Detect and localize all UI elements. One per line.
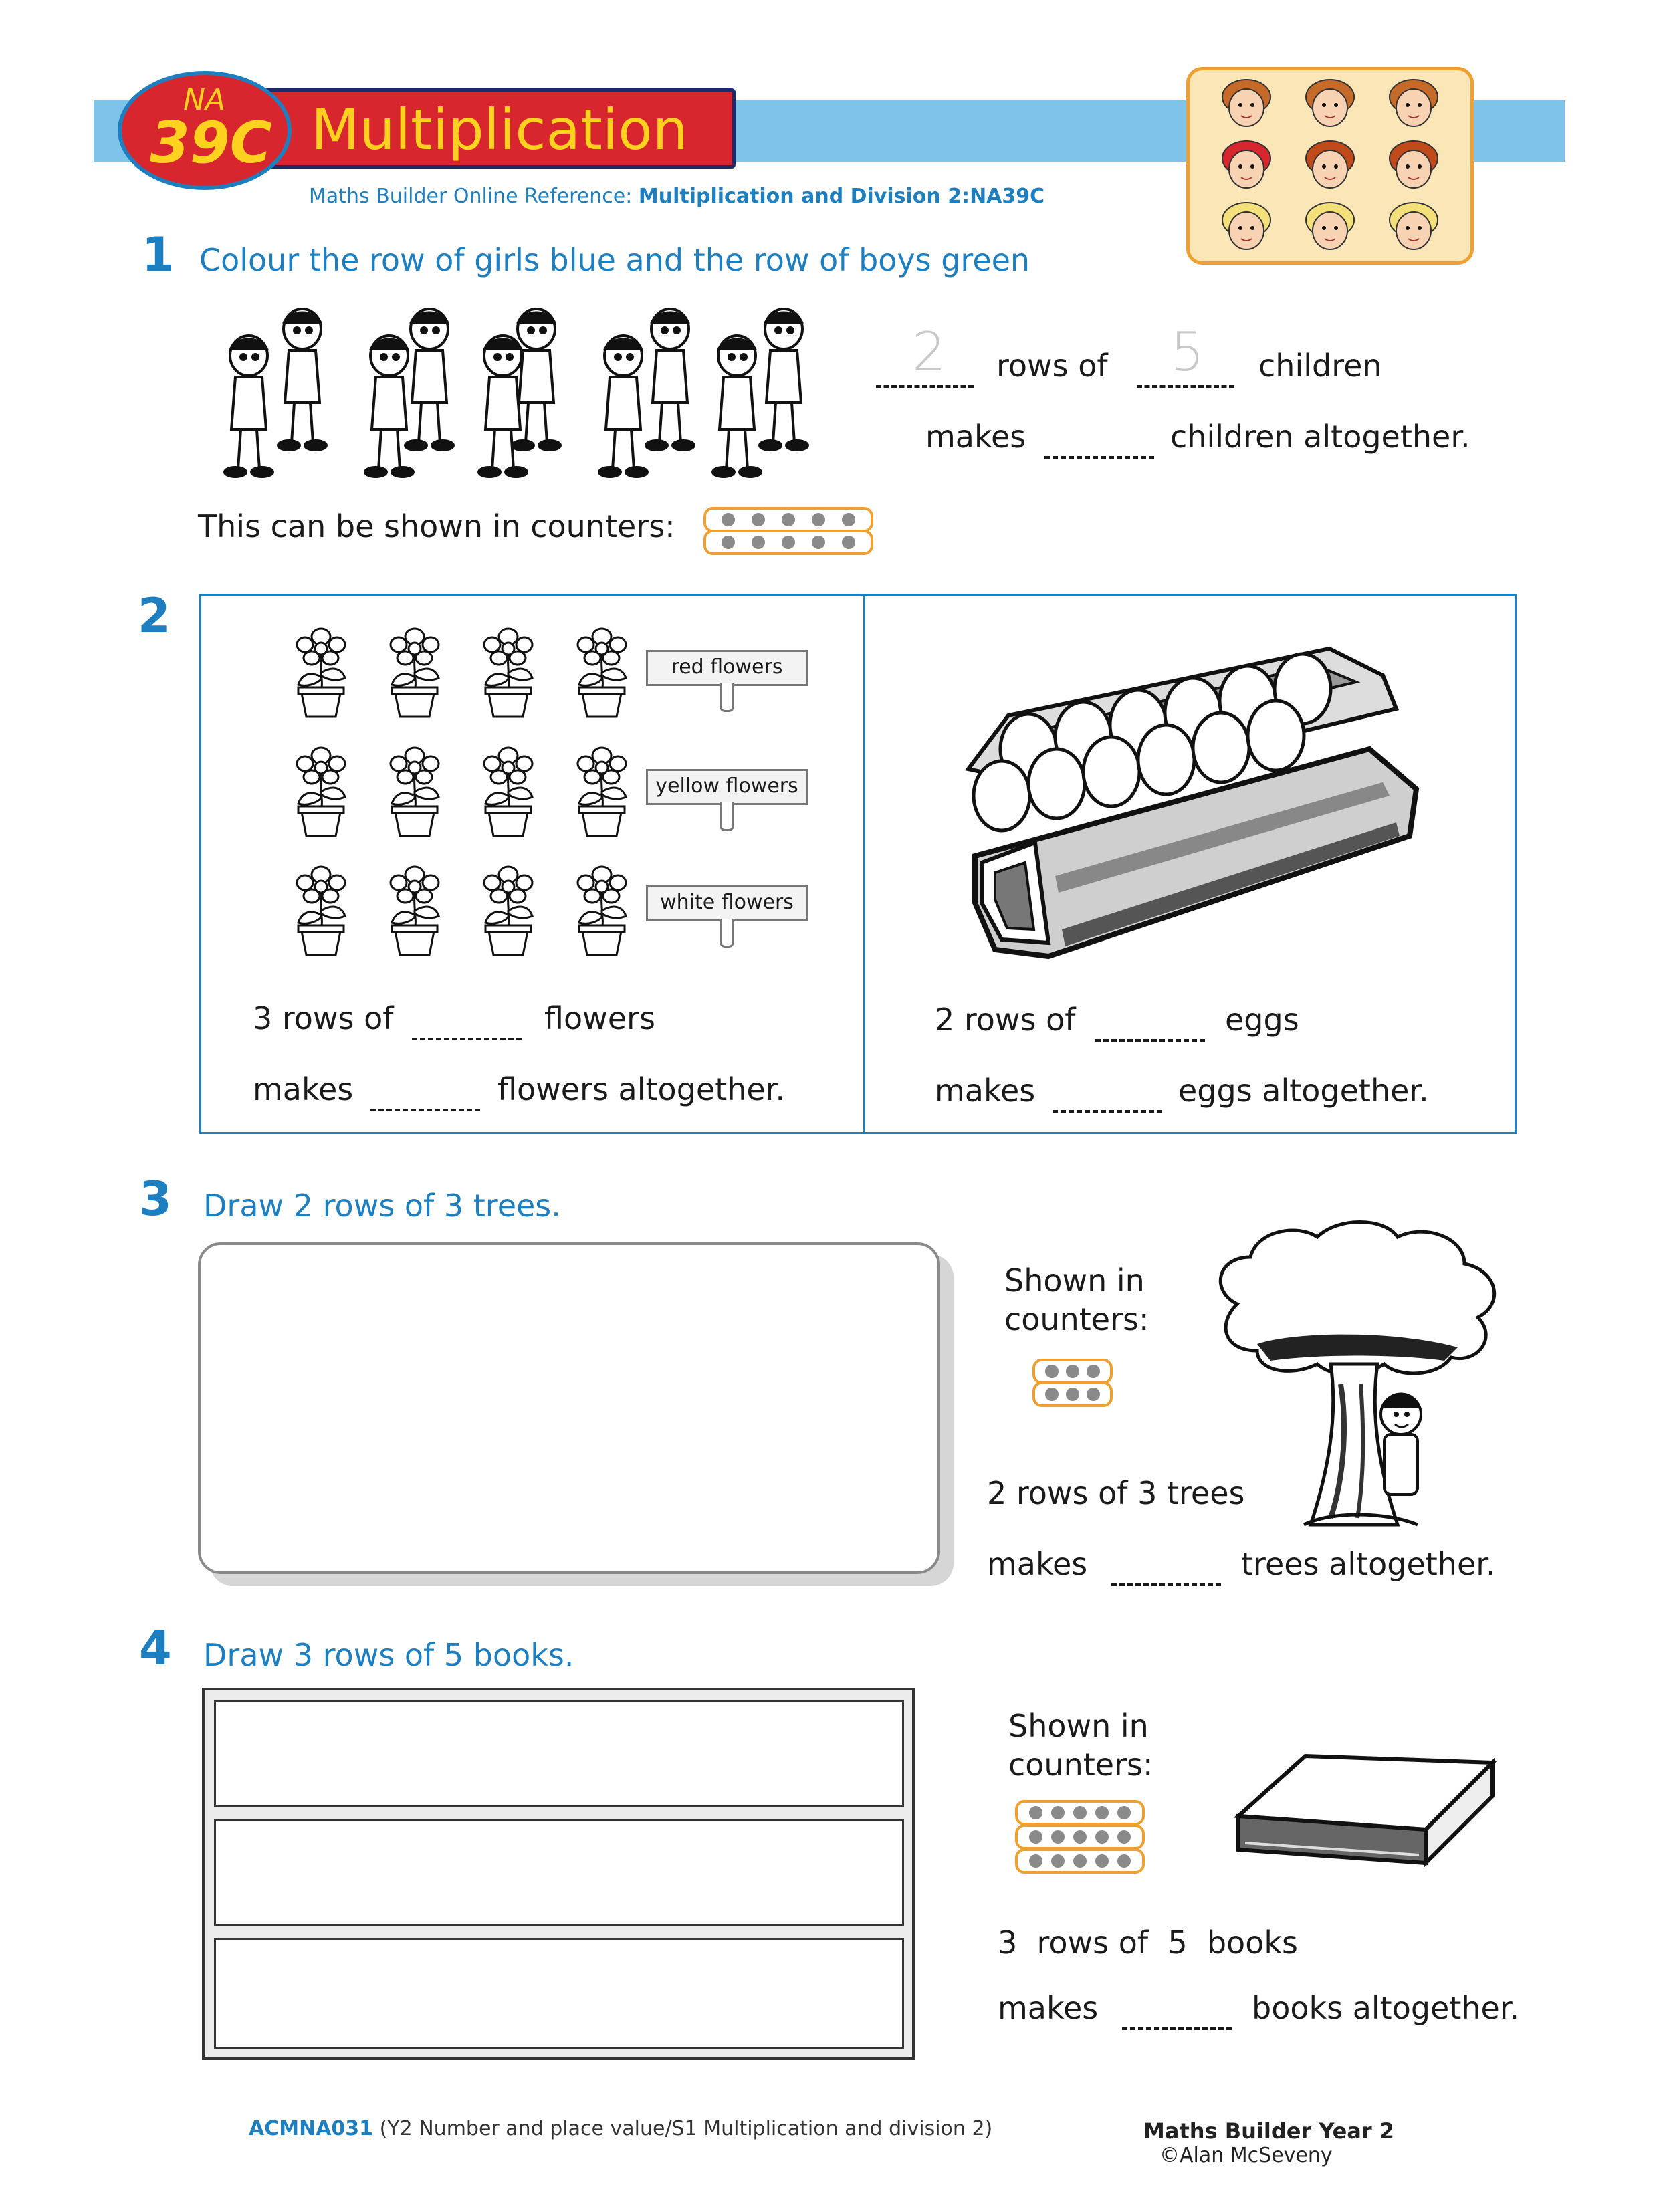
- q1-number: 1: [142, 227, 175, 282]
- counter-dot: [842, 536, 855, 549]
- q2-left-rows-text: 3 rows of: [253, 1000, 394, 1036]
- child-face-icon: [1222, 80, 1270, 126]
- q3-line1: 2 rows of 3 trees: [987, 1475, 1245, 1511]
- q2-right-makes-line: [935, 1073, 1483, 1119]
- egg-icon: [1138, 725, 1194, 794]
- q3-number: 3: [139, 1172, 172, 1226]
- q3-counter-row-1: [1032, 1359, 1113, 1384]
- counter-dot: [1087, 1388, 1100, 1401]
- child-figure-icon: [760, 309, 808, 450]
- counter-dot: [722, 513, 735, 526]
- reference-prefix: Maths Builder Online Reference:: [309, 185, 639, 208]
- book-illustration: [1225, 1736, 1506, 1883]
- counter-dot: [752, 536, 765, 549]
- badge-bottom-text: 39C: [150, 110, 272, 177]
- q1-total-blank[interactable]: [1044, 432, 1154, 459]
- q2-number: 2: [138, 588, 171, 643]
- q1-rows-traced-digit: 2: [912, 321, 946, 383]
- flower-pot-icon: [391, 867, 439, 955]
- child-face-icon: [1390, 203, 1438, 249]
- q2-right-rows-text: 2 rows of: [935, 1002, 1076, 1038]
- sign-label: white flowers: [646, 885, 808, 921]
- child-face-icon: [1306, 203, 1354, 249]
- reference-value: Multiplication and Division 2:NA39C: [638, 185, 1045, 208]
- lesson-badge: [118, 71, 292, 190]
- counter-dot: [842, 513, 855, 526]
- shelf-1[interactable]: [214, 1700, 904, 1807]
- counter-dot: [1117, 1854, 1131, 1868]
- egg-icon: [1028, 749, 1085, 818]
- counter-dot: [1117, 1830, 1131, 1844]
- q1-counters-label: This can be shown in counters:: [198, 508, 675, 544]
- flower-pot-icon: [578, 748, 626, 836]
- counter-dot: [1051, 1854, 1065, 1868]
- child-figure-icon: [599, 336, 647, 477]
- q3-makes-line: [987, 1546, 1535, 1593]
- q3-shown-in: Shown in: [1004, 1262, 1145, 1299]
- q1-altogether-text: children altogether.: [1170, 419, 1470, 455]
- counter-dot: [1029, 1806, 1042, 1819]
- child-face-icon: [1222, 141, 1270, 188]
- q2-left-makes-text: makes: [253, 1071, 354, 1107]
- reference-line: [309, 185, 1044, 208]
- flower-pot-icon: [484, 867, 532, 955]
- counter-dot: [1073, 1830, 1087, 1844]
- q3-drawing-area[interactable]: [198, 1242, 940, 1574]
- counter-dot: [1066, 1388, 1079, 1401]
- counter-dot: [1087, 1365, 1100, 1378]
- q1-per-row-traced-digit: 5: [1170, 321, 1204, 383]
- counter-dot: [1051, 1806, 1065, 1819]
- counter-dot: [722, 536, 735, 549]
- q3-altogether-text: trees altogether.: [1241, 1546, 1496, 1582]
- egg-icon: [1193, 713, 1249, 782]
- flower-pot-icon: [578, 867, 626, 955]
- counter-dot: [1073, 1806, 1087, 1819]
- q4-altogether-text: books altogether.: [1252, 1990, 1520, 2026]
- page-title: Multiplication: [311, 97, 688, 162]
- q4-total-blank[interactable]: [1122, 2003, 1232, 2030]
- child-figure-icon: [405, 309, 453, 450]
- q2-right-total-blank[interactable]: [1053, 1086, 1162, 1113]
- q2-right-makes-text: makes: [935, 1073, 1036, 1109]
- q4-shown-in: Shown in: [1008, 1708, 1149, 1744]
- counter-dot: [1095, 1806, 1109, 1819]
- egg-icon: [974, 761, 1030, 831]
- shelf-3[interactable]: [214, 1938, 904, 2049]
- child-figure-icon: [225, 336, 273, 477]
- bookshelf-drawing-area[interactable]: [202, 1688, 915, 2060]
- q4-makes-line: [998, 1990, 1546, 2037]
- flower-pot-icon: [391, 748, 439, 836]
- q2-left-line1: [253, 1000, 721, 1047]
- footer-author: ©Alan McSeveny: [1159, 2144, 1333, 2167]
- counter-dot: [1029, 1854, 1042, 1868]
- counter-dot: [1095, 1854, 1109, 1868]
- footer-code: ACMNA031: [249, 2117, 374, 2140]
- child-figure-icon: [479, 336, 527, 477]
- sign-white-flowers: [646, 885, 806, 946]
- flower-pot-icon: [484, 629, 532, 717]
- counter-dot: [1066, 1365, 1079, 1378]
- q1-makes-line: [925, 419, 1514, 465]
- flower-pot-icon: [297, 867, 345, 955]
- q1-instruction: Colour the row of girls blue and the row of boys green: [199, 242, 1030, 278]
- footer-curriculum: [249, 2117, 992, 2140]
- q4-number: 4: [139, 1621, 172, 1676]
- counter-dot: [782, 536, 795, 549]
- flower-pot-icon: [578, 629, 626, 717]
- footer-book: Maths Builder Year 2: [1143, 2118, 1395, 2144]
- footer-code-desc: (Y2 Number and place value/S1 Multiplication and division 2): [373, 2117, 993, 2140]
- q2-right-per-row-blank[interactable]: [1095, 1015, 1205, 1042]
- q1-makes-text: makes: [925, 419, 1026, 455]
- counter-dot: [1051, 1830, 1065, 1844]
- flower-pot-icon: [297, 748, 345, 836]
- q1-rows-of-text: rows of: [996, 348, 1108, 384]
- q2-divider: [863, 596, 865, 1132]
- child-figure-icon: [278, 309, 326, 450]
- counter-dot: [1029, 1830, 1042, 1844]
- title-box: [221, 88, 736, 169]
- egg-icon: [1083, 737, 1139, 806]
- flower-pot-icon: [297, 629, 345, 717]
- q3-counters-label: counters:: [1004, 1301, 1149, 1337]
- child-figure-icon: [646, 309, 694, 450]
- sign-label: yellow flowers: [646, 769, 808, 805]
- counter-dot: [812, 513, 825, 526]
- q2-right-line1: [935, 1002, 1403, 1048]
- q2-left-per-row-blank[interactable]: [412, 1014, 522, 1040]
- counter-dot: [752, 513, 765, 526]
- q1-counter-row-2: [703, 530, 873, 555]
- flower-pot-icon: [484, 748, 532, 836]
- q2-right-eggs-text: eggs: [1225, 1002, 1299, 1038]
- child-face-icon: [1390, 80, 1438, 126]
- q3-instruction: Draw 2 rows of 3 trees.: [203, 1188, 561, 1224]
- sign-yellow-flowers: [646, 769, 806, 829]
- q4-line1: 3 rows of 5 books: [998, 1924, 1298, 1961]
- counter-dot: [1045, 1388, 1059, 1401]
- child-figure-icon: [365, 336, 413, 477]
- egg-carton-illustration: [955, 635, 1436, 970]
- q3-total-blank[interactable]: [1111, 1559, 1221, 1586]
- q4-counters-label: counters:: [1008, 1747, 1153, 1783]
- counter-dot: [782, 513, 795, 526]
- sign-red-flowers: [646, 650, 806, 710]
- q4-counter-row-3: [1015, 1848, 1145, 1874]
- egg-icon: [1248, 701, 1304, 770]
- badge-top-text: NA: [183, 83, 226, 117]
- q1-children-text: children: [1258, 348, 1382, 384]
- q2-left-makes-line: [253, 1071, 801, 1118]
- child-face-icon: [1306, 80, 1354, 126]
- counter-dot: [1073, 1854, 1087, 1868]
- q4-instruction: Draw 3 rows of 5 books.: [203, 1637, 574, 1673]
- q4-makes-text: makes: [998, 1990, 1099, 2026]
- q3-counter-row-2: [1032, 1381, 1113, 1407]
- q4-counter-row-1: [1015, 1800, 1145, 1826]
- tree-illustration: [1197, 1210, 1531, 1545]
- counter-dot: [812, 536, 825, 549]
- counter-dot: [1095, 1830, 1109, 1844]
- q1-counter-row-1: [703, 507, 873, 532]
- counter-dot: [1045, 1365, 1059, 1378]
- counter-dot: [1117, 1806, 1131, 1819]
- q3-makes-text: makes: [987, 1546, 1088, 1582]
- sign-label: red flowers: [646, 650, 808, 686]
- child-face-icon: [1222, 203, 1270, 249]
- faces-illustration: [1186, 67, 1474, 265]
- q2-left-total-blank[interactable]: [370, 1085, 480, 1111]
- q1-rows-line: [876, 321, 1478, 395]
- flower-pot-icon: [391, 629, 439, 717]
- child-face-icon: [1306, 141, 1354, 188]
- q2-left-flowers-text: flowers: [544, 1000, 655, 1036]
- child-face-icon: [1390, 141, 1438, 188]
- q4-counter-row-2: [1015, 1824, 1145, 1850]
- shelf-2[interactable]: [214, 1819, 904, 1926]
- q2-right-altogether-text: eggs altogether.: [1178, 1073, 1429, 1109]
- q2-left-altogether-text: flowers altogether.: [497, 1071, 785, 1107]
- child-figure-icon: [713, 336, 761, 477]
- children-illustration: [202, 289, 836, 488]
